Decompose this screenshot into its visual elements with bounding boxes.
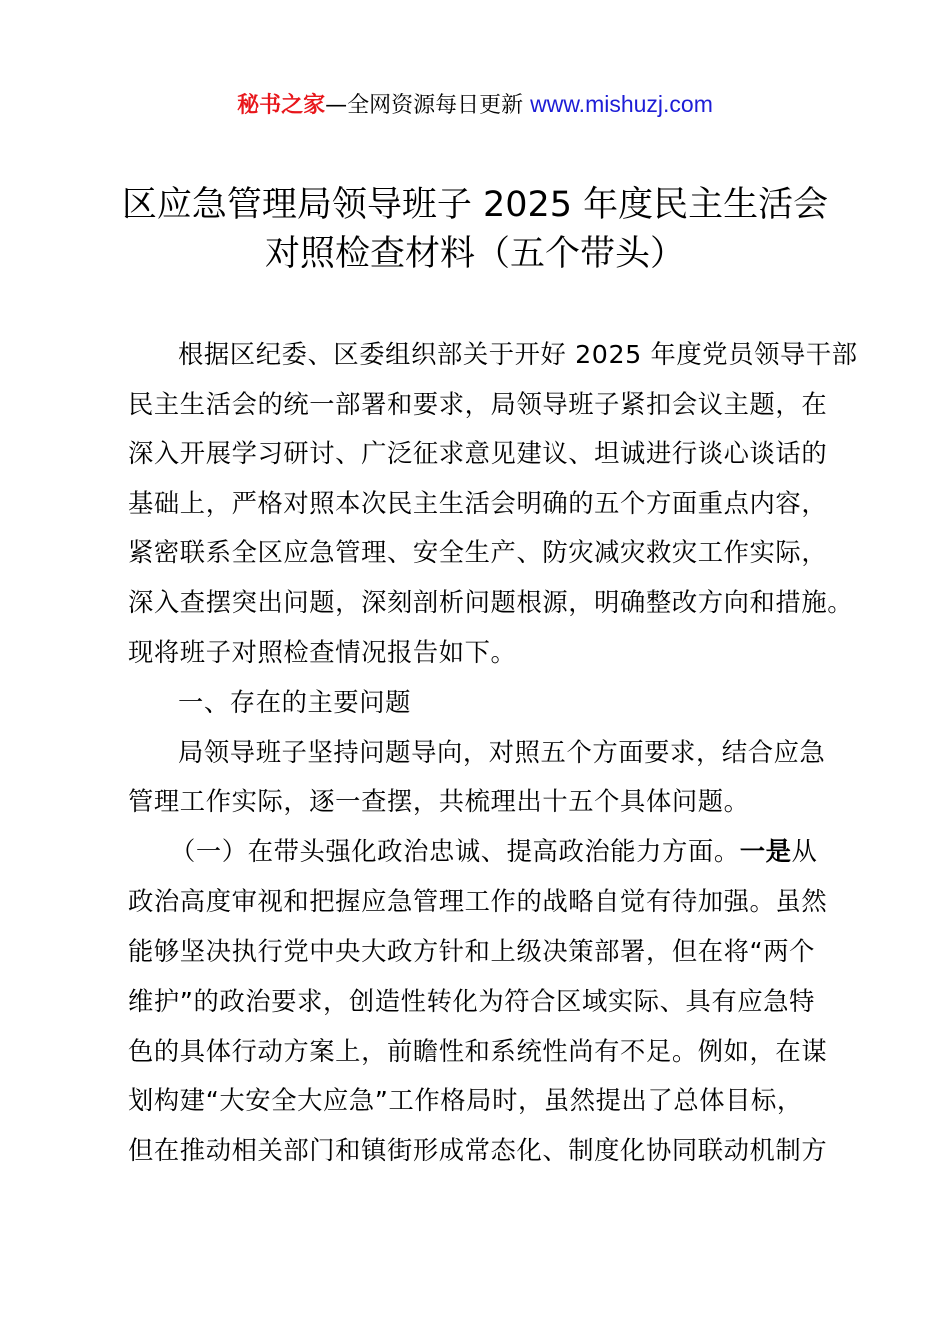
section-heading: 一、存在的主要问题	[178, 688, 412, 717]
body-text: 从	[791, 837, 818, 866]
body-line: 根据区纪委、区委组织部关于开好 2025 年度党员领导干部	[178, 340, 858, 369]
body-line: 能够坚决执行党中央大政方针和上级决策部署，但在将“两个	[128, 937, 816, 966]
body-line: 但在推动相关部门和镇街形成常态化、制度化协同联动机制方	[128, 1136, 828, 1165]
body-line: 局领导班子坚持问题导向，对照五个方面要求，结合应急	[178, 738, 826, 767]
site-banner	[0, 88, 950, 122]
point-marker: 一是	[739, 837, 792, 866]
body-line: 基础上，严格对照本次民主生活会明确的五个方面重点内容，	[128, 489, 828, 518]
body-line: 紧密联系全区应急管理、安全生产、防灾减灾救灾工作实际，	[128, 538, 828, 567]
body-line: 政治高度审视和把握应急管理工作的战略自觉有待加强。虽然	[128, 887, 828, 916]
body-line: 民主生活会的统一部署和要求，局领导班子紧扣会议主题，在	[128, 390, 828, 419]
body-line: 现将班子对照检查情况报告如下。	[128, 638, 517, 667]
document-title-line-2: 对照检查材料（五个带头）	[264, 234, 685, 274]
body-line: 色的具体行动方案上，前瞻性和系统性尚有不足。例如，在谋	[128, 1037, 828, 1066]
subsection-heading: （一）在带头强化政治忠诚、提高政治能力方面。	[170, 837, 740, 866]
body-line: 深入查摆突出问题，深刻剖析问题根源，明确整改方向和措施。	[128, 588, 854, 617]
body-line: 管理工作实际，逐一查摆，共梳理出十五个具体问题。	[128, 787, 750, 816]
body-line: 划构建“大安全大应急”工作格局时，虽然提出了总体目标，	[128, 1086, 803, 1115]
body-line: 深入开展学习研讨、广泛征求意见建议、坦诚进行谈心谈话的	[128, 439, 828, 468]
site-link[interactable]: www.mishuzj.com	[530, 91, 713, 117]
body-line: 维护”的政治要求，创造性转化为符合区域实际、具有应急特	[128, 987, 816, 1016]
brand-name: 秘书之家	[237, 93, 326, 118]
banner-tagline: —全网资源每日更新	[325, 93, 524, 118]
subsection-line	[170, 834, 880, 870]
document-title-line-1: 区应急管理局领导班子 2025 年度民主生活会	[121, 185, 829, 225]
